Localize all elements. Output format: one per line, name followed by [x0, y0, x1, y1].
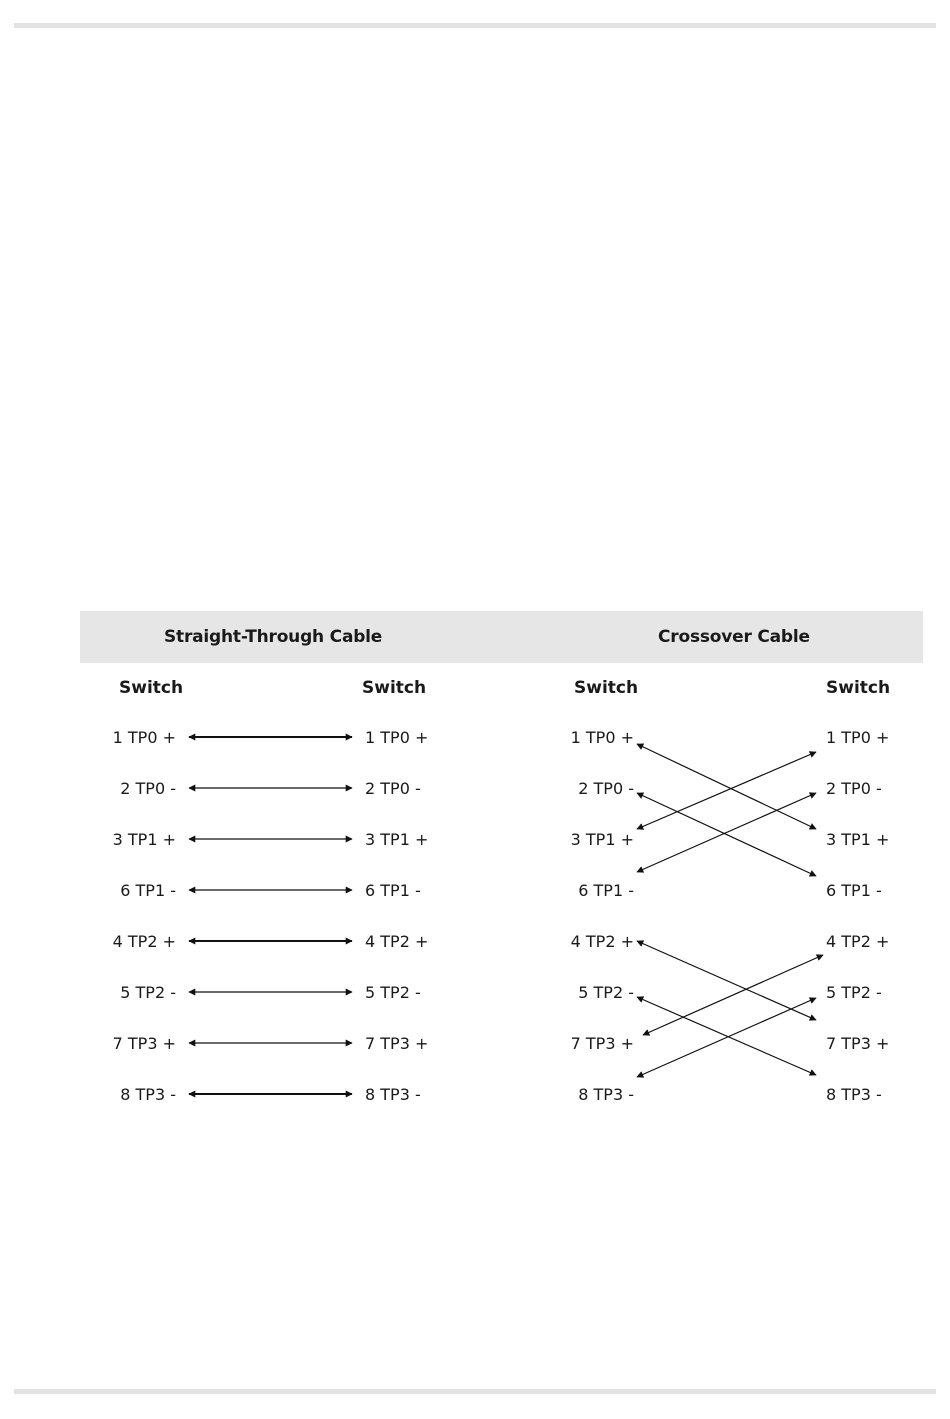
straight-right-pin: 7 TP3 + [365, 1034, 429, 1053]
crossover-right-pin: 2 TP0 - [826, 779, 882, 798]
crossover-right-pin: 5 TP2 - [826, 983, 882, 1002]
straight-left-pin: 8 TP3 - [120, 1085, 176, 1104]
crossover-left-pin: 5 TP2 - [578, 983, 634, 1002]
straight-left-heading: Switch [119, 678, 184, 698]
crossover-left-pin: 4 TP2 + [570, 932, 634, 951]
straight-right-pin: 5 TP2 - [365, 983, 421, 1002]
crossover-left-pin: 2 TP0 - [578, 779, 634, 798]
straight-left-pin: 2 TP0 - [120, 779, 176, 798]
crossover-left-pin: 3 TP1 + [570, 830, 634, 849]
crossover-right-pin: 6 TP1 - [826, 881, 882, 900]
straight-right-pin: 2 TP0 - [365, 779, 421, 798]
straight-right-heading: Switch [362, 678, 427, 698]
crossover-right-pin: 8 TP3 - [826, 1085, 882, 1104]
straight-right-pin: 4 TP2 + [365, 932, 429, 951]
straight-left-pin: 1 TP0 + [112, 728, 176, 747]
straight-through-title: Straight-Through Cable [164, 627, 383, 647]
crossover-left-pin: 1 TP0 + [570, 728, 634, 747]
crossover-title: Crossover Cable [658, 627, 810, 647]
straight-left-pin: 7 TP3 + [112, 1034, 176, 1053]
straight-left-pin: 6 TP1 - [120, 881, 176, 900]
straight-left-pin: 3 TP1 + [112, 830, 176, 849]
crossover-wire [637, 752, 816, 829]
straight-left-pin: 4 TP2 + [112, 932, 176, 951]
crossover-right-heading: Switch [826, 678, 891, 698]
crossover-left-pin: 8 TP3 - [578, 1085, 634, 1104]
crossover-left-pin: 7 TP3 + [570, 1034, 634, 1053]
crossover-right-pin: 7 TP3 + [826, 1034, 890, 1053]
crossover-right-pin: 3 TP1 + [826, 830, 890, 849]
crossover-wire [637, 998, 816, 1077]
straight-right-pin: 8 TP3 - [365, 1085, 421, 1104]
crossover-right-pin: 4 TP2 + [826, 932, 890, 951]
crossover-wire [637, 744, 816, 829]
crossover-left-pin: 6 TP1 - [578, 881, 634, 900]
crossover-wire [643, 955, 823, 1035]
crossover-right-pin: 1 TP0 + [826, 728, 890, 747]
straight-right-pin: 3 TP1 + [365, 830, 429, 849]
straight-right-pin: 6 TP1 - [365, 881, 421, 900]
crossover-left-heading: Switch [574, 678, 639, 698]
straight-right-pin: 1 TP0 + [365, 728, 429, 747]
straight-left-pin: 5 TP2 - [120, 983, 176, 1002]
